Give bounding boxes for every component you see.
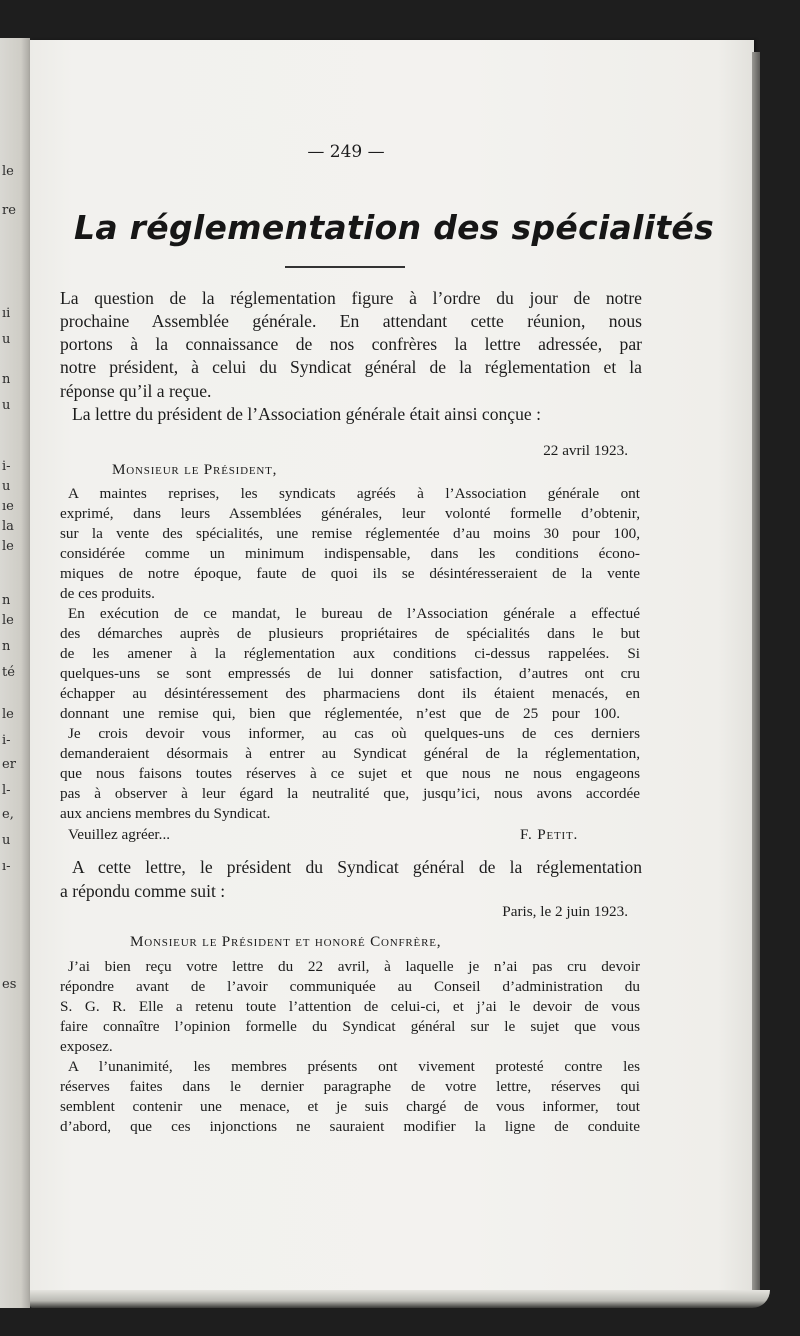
intro-line: notre président, à celui du Syndicat général de la réglementation et la bbox=[60, 357, 642, 377]
facing-page-text-fragment: l- bbox=[2, 783, 11, 798]
letter1-date: 22 avril 1923. bbox=[543, 442, 628, 459]
letter1-closing: Veuillez agréer... bbox=[68, 826, 171, 843]
letter2-line: exposez. bbox=[60, 1038, 113, 1055]
facing-page-text-fragment: té bbox=[2, 665, 15, 680]
facing-page-text-fragment: u bbox=[2, 332, 11, 347]
letter1-line: aux anciens membres du Syndicat. bbox=[60, 805, 271, 822]
letter1-line: exprimé, dans leurs Assemblées générales, leur volonté formelle d’obtenir, bbox=[60, 505, 640, 522]
article-title: La réglementation des spécialités bbox=[74, 208, 715, 247]
facing-page-text-fragment: n bbox=[2, 372, 11, 387]
facing-page-text-fragment: u bbox=[2, 479, 11, 494]
letter1-signature: F. Petit. bbox=[520, 826, 579, 843]
facing-page-text-fragment: le bbox=[2, 164, 14, 179]
page-right-edge bbox=[752, 52, 760, 1292]
page-bottom-edge bbox=[30, 1290, 770, 1308]
facing-page-text-fragment: es bbox=[2, 977, 17, 992]
facing-page-text-fragment: re bbox=[2, 203, 16, 218]
facing-page-text-fragment: ı- bbox=[2, 859, 11, 874]
letter1-line: donnant une remise qui, bien que réglementée, n’est que de 25 pour 100. bbox=[60, 705, 620, 722]
letter1-line: demanderaient désormais à entrer au Syndicat général de la réglementation, bbox=[60, 745, 640, 762]
intro-line: réponse qu’il a reçue. bbox=[60, 381, 212, 401]
letter2-date: Paris, le 2 juin 1923. bbox=[502, 903, 628, 920]
letter2-line: d’abord, que ces injonctions ne sauraient modifier la ligne de conduite bbox=[60, 1118, 640, 1135]
previous-page-edge bbox=[0, 38, 30, 1308]
letter1-line: échapper au désintéressement des pharmaciens dont ils étaient menacés, en bbox=[60, 685, 640, 702]
facing-page-text-fragment: n bbox=[2, 639, 11, 654]
page-number: — 249 — bbox=[307, 142, 385, 162]
facing-page-text-fragment: n bbox=[2, 593, 11, 608]
letter2-salutation: Monsieur le Président et honoré Confrère, bbox=[130, 933, 442, 950]
facing-page-text-fragment: ıe bbox=[2, 499, 14, 514]
facing-page-text-fragment: le bbox=[2, 539, 14, 554]
letter1-line: de ces produits. bbox=[60, 585, 155, 602]
letter1-line: des démarches auprès de plusieurs propriétaires de spécialités dans le but bbox=[60, 625, 640, 642]
facing-page-text-fragment: u bbox=[2, 833, 11, 848]
letter2-line: réserves faites dans le dernier paragraphe de votre lettre, réserves qui bbox=[60, 1078, 640, 1095]
letter1-line: de les amener à la réglementation aux conditions ci-dessus rappelées. Si bbox=[60, 645, 640, 662]
facing-page-text-fragment: ıi bbox=[2, 306, 11, 321]
letter1-line: quelques-uns se sont empressés de lui donner satisfaction, d’autres ont cru bbox=[60, 665, 640, 682]
letter2-line: S. G. R. Elle a retenu toute l’attention de celui-ci, et j’ai le devoir de vous bbox=[60, 998, 640, 1015]
letter1-line: pas à observer à leur égard la neutralité que, jusqu’ici, nous avons accordée bbox=[60, 785, 640, 802]
intro-line: La lettre du président de l’Association générale était ainsi conçue : bbox=[72, 404, 541, 424]
letter1-salutation: Monsieur le Président, bbox=[112, 461, 278, 478]
intro-line: portons à la connaissance de nos confrères la lettre adressée, par bbox=[60, 334, 642, 354]
facing-page-text-fragment: e, bbox=[2, 807, 14, 822]
letter1-line: considérée comme un minimum indispensable, dans les conditions écono- bbox=[60, 545, 640, 562]
transition-line: A cette lettre, le président du Syndicat général de la réglementation bbox=[72, 857, 642, 877]
facing-page-text-fragment: i- bbox=[2, 733, 11, 748]
letter2-line: A l’unanimité, les membres présents ont vivement protesté contre les bbox=[68, 1058, 640, 1075]
letter2-line: semblent contenir une menace, et je suis chargé de vous informer, tout bbox=[60, 1098, 640, 1115]
facing-page-text-fragment: i- bbox=[2, 459, 11, 474]
title-underline bbox=[285, 266, 405, 268]
letter2-line: faire connaître l’opinion formelle du Syndicat général sur le sujet que vous bbox=[60, 1018, 640, 1035]
letter1-line: En exécution de ce mandat, le bureau de l’Association générale a effectué bbox=[68, 605, 640, 622]
letter1-line: A maintes reprises, les syndicats agréés à l’Association générale ont bbox=[68, 485, 640, 502]
intro-line: prochaine Assemblée générale. En attendant cette réunion, nous bbox=[60, 311, 642, 331]
letter1-line: que nous faisons toutes réserves à ce sujet et que nous ne nous engageons bbox=[60, 765, 640, 782]
facing-page-text-fragment: er bbox=[2, 757, 16, 772]
letter1-line: sur la vente des spécialités, une remise réglementée d’au moins 30 pour 100, bbox=[60, 525, 640, 542]
letter2-line: répondre avant de l’avoir communiquée au Conseil d’administration du bbox=[60, 978, 640, 995]
facing-page-text-fragment: la bbox=[2, 519, 14, 534]
facing-page-text-fragment: le bbox=[2, 613, 14, 628]
facing-page-text-fragment: le bbox=[2, 707, 14, 722]
intro-line: La question de la réglementation figure à l’ordre du jour de notre bbox=[60, 288, 642, 308]
letter1-line: Je crois devoir vous informer, au cas où quelques-uns de ces derniers bbox=[68, 725, 640, 742]
transition-line: a répondu comme suit : bbox=[60, 881, 226, 901]
letter2-line: J’ai bien reçu votre lettre du 22 avril, à laquelle je n’ai pas cru devoir bbox=[68, 958, 640, 975]
facing-page-text-fragment: u bbox=[2, 398, 11, 413]
letter1-line: miques de notre époque, faute de quoi ils se désintéresseraient de la vente bbox=[60, 565, 640, 582]
